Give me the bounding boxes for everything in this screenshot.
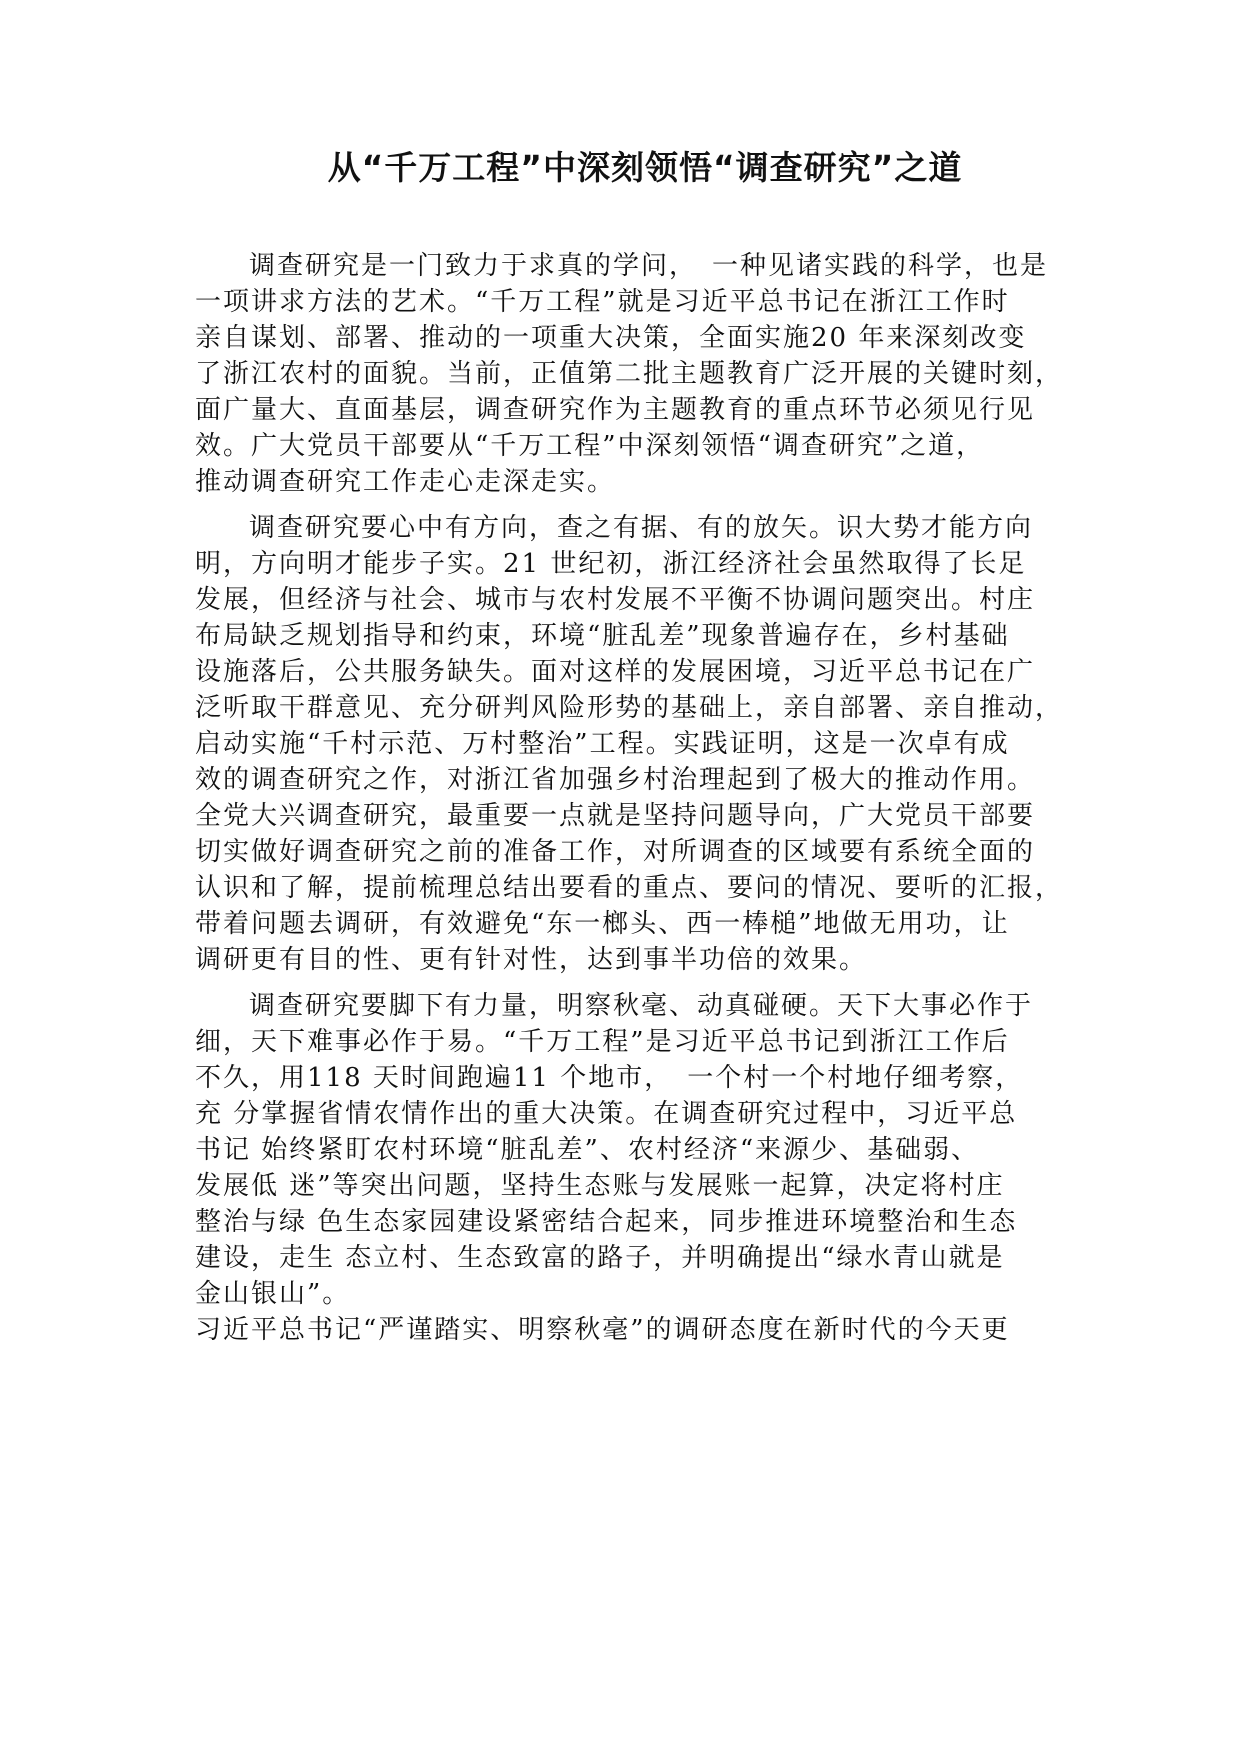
paragraph-1-line-4: 了浙江农村的面貌。当前，正值第二批主题教育广泛开展的关键时刻， xyxy=(195,359,1064,389)
paragraph-2-line-13: 调研更有目的性、更有针对性，达到事半功倍的效果。 xyxy=(195,945,868,975)
paragraph-3-line-7: 整治与绿 色生态家园建设紧密结合起来，同步推进环境整治和生态 xyxy=(195,1207,1018,1237)
paragraph-1-line-3: 亲自谋划、部署、推动的一项重大决策，全面实施20 年来深刻改变 xyxy=(195,323,1027,353)
paragraph-1-line-2: 一项讲求方法的艺术。“千万工程”就是习近平总书记在浙江工作时 xyxy=(195,287,1010,317)
paragraph-2-line-9: 全党大兴调查研究，最重要一点就是坚持问题导向，广大党员干部要 xyxy=(195,801,1036,831)
paragraph-2-line-6: 泛听取干群意见、充分研判风险形势的基础上，亲自部署、亲自推动， xyxy=(195,693,1064,723)
paragraph-gap xyxy=(195,500,1063,510)
paragraph-3-line-10: 习近平总书记“严谨踏实、明察秋毫”的调研态度在新时代的今天更 xyxy=(195,1315,1010,1345)
paragraph-1-line-1: 调查研究是一门致力于求真的学问， 一种见诸实践的科学，也是 xyxy=(249,251,1049,281)
paragraph-2-line-2: 明，方向明才能步子实。21 世纪初，浙江经济社会虽然取得了长足 xyxy=(195,549,1027,579)
paragraph-2-line-10: 切实做好调查研究之前的准备工作，对所调查的区域要有系统全面的 xyxy=(195,837,1036,867)
paragraph-2-line-3: 发展，但经济与社会、城市与农村发展不平衡不协调问题突出。村庄 xyxy=(195,585,1036,615)
paragraph-2-line-11: 认识和了解，提前梳理总结出要看的重点、要问的情况、要听的汇报， xyxy=(195,873,1064,903)
paragraph-2-line-1: 调查研究要心中有方向，查之有据、有的放矢。识大势才能方向 xyxy=(249,513,1034,543)
paragraph-2-line-8: 效的调查研究之作，对浙江省加强乡村治理起到了极大的推动作用。 xyxy=(195,765,1036,795)
paragraph-2-line-4: 布局缺乏规划指导和约束，环境“脏乱差”现象普遍存在，乡村基础 xyxy=(195,621,1010,651)
paragraph-1-line-6: 效。广大党员干部要从“千万工程”中深刻领悟“调查研究”之道， xyxy=(195,431,985,461)
paragraph-gap xyxy=(195,978,1063,988)
paragraph-2-line-12: 带着问题去调研，有效避免“东一榔头、西一棒槌”地做无用功，让 xyxy=(195,909,1010,939)
paragraph-3-line-5: 书记 始终紧盯农村环境“脏乱差”、农村经济“来源少、基础弱、 xyxy=(195,1135,980,1165)
paragraph-2-line-7: 启动实施“千村示范、万村整治”工程。实践证明，这是一次卓有成 xyxy=(195,729,1010,759)
paragraph-2-line-5: 设施落后，公共服务缺失。面对这样的发展困境，习近平总书记在广 xyxy=(195,657,1036,687)
paragraph-3-line-9: 金山银山”。 xyxy=(195,1279,351,1309)
paragraph-3-line-3: 不久，用118 天时间跑遍11 个地市， 一个村一个村地仔细考察， xyxy=(195,1063,1024,1093)
paragraph-1-line-5: 面广量大、直面基层，调查研究作为主题教育的重点环节必须见行见 xyxy=(195,395,1036,425)
document-title: 从“千万工程”中深刻领悟“调查研究”之道 xyxy=(327,148,963,187)
document-body xyxy=(195,248,1063,1348)
paragraph-3-line-8: 建设，走生 态立村、生态致富的路子，并明确提出“绿水青山就是 xyxy=(195,1243,1005,1273)
paragraph-1-line-7: 推动调查研究工作走心走深走实。 xyxy=(195,467,616,497)
paragraph-3-line-4: 充 分掌握省情农情作出的重大决策。在调查研究过程中，习近平总 xyxy=(195,1099,1018,1129)
paragraph-3-line-6: 发展低 迷”等突出问题，坚持生态账与发展账一起算，决定将村庄 xyxy=(195,1171,1005,1201)
paragraph-3-line-1: 调查研究要脚下有力量，明察秋毫、动真碰硬。天下大事必作于 xyxy=(249,991,1034,1021)
paragraph-3-line-2: 细，天下难事必作于易。“千万工程”是习近平总书记到浙江工作后 xyxy=(195,1027,1010,1057)
